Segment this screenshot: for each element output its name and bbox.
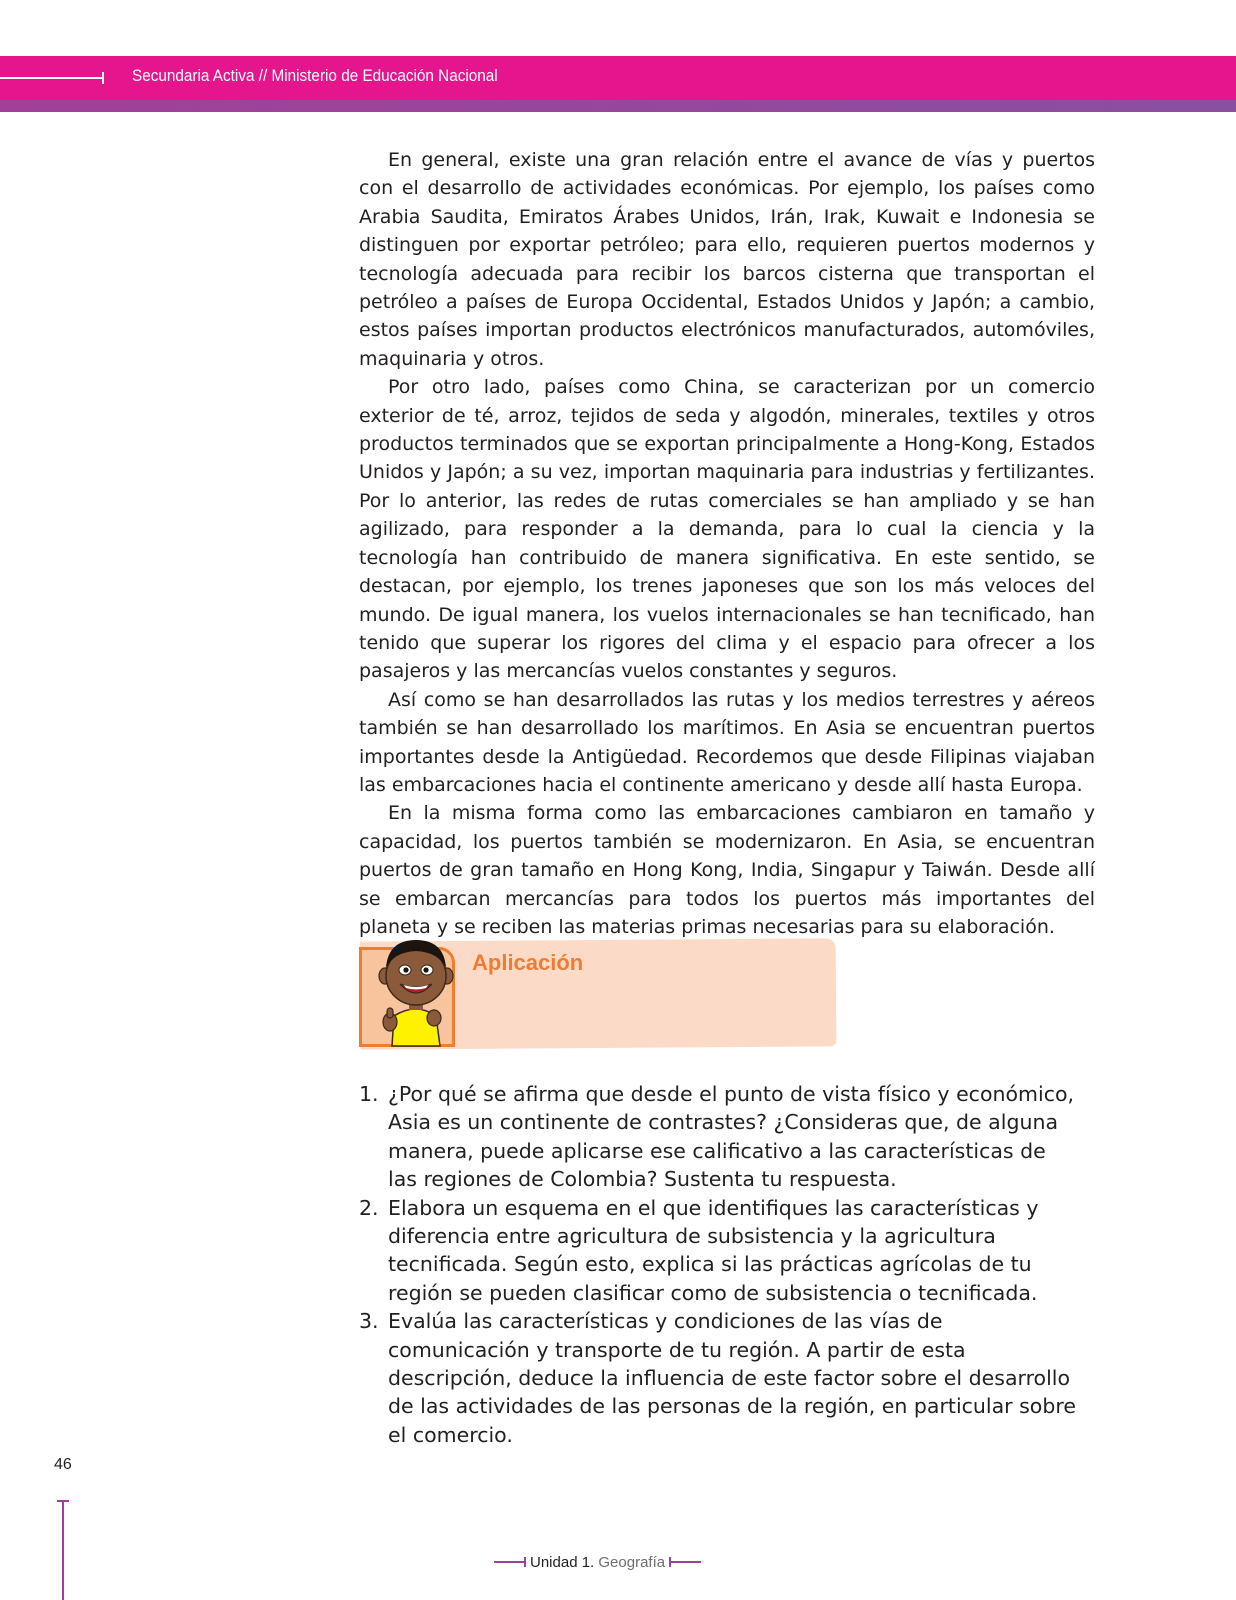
page-number: 46 — [54, 1456, 72, 1473]
question-number: 3. — [359, 1309, 379, 1334]
footer-unit: Unidad 1. — [530, 1553, 595, 1571]
list-item — [359, 1307, 1079, 1449]
header-rule-tick — [102, 72, 104, 84]
question-list — [359, 1080, 1079, 1449]
header-rule — [0, 77, 104, 79]
question-text: Elabora un esquema en el que identifiques las características y diferencia entre agricultura de subsistencia y la agricultura tecnificada. Según esto, explica si las prácticas agrícolas de tu región se pueden clasificar como de subsistencia o tecnificada. — [388, 1195, 1039, 1305]
body-text — [359, 146, 1095, 941]
question-number: 1. — [359, 1082, 379, 1106]
footer-rule-right — [669, 1561, 701, 1563]
paragraph: En general, existe una gran relación entre el avance de vías y puertos con el desarrollo de actividades económicas. Por ejemplo, los países como Arabia Saudita, Emiratos Árabes Unidos, Irán, Irak, Kuwait e Indonesia se distinguen por exportar petróleo; para ello, requieren puertos modernos y tecnología adecuada para recibir los barcos cisterna que transportan el petróleo a países de Europa Occidental, Estados Unidos y Japón; a cambio, estos países importan productos electrónicos manufacturados, automóviles, maquinaria y otros. — [359, 149, 1095, 370]
question-number: 2. — [359, 1195, 379, 1220]
paragraph: Por otro lado, países como China, se caracterizan por un comercio exterior de té, arroz, tejidos de seda y algodón, minerales, textiles y otros productos terminados que se exportan principalmente a Hong-Kong, Estados Unidos y Japón; a su vez, importan maquinaria para industrias y fertilizantes. Por lo anterior, las redes de rutas comerciales se han ampliado y se han agilizado, para responder a la demanda, para lo cual la ciencia y la tecnología han contribuido de manera significativa. En este sentido, se destacan, por ejemplo, los trenes japoneses que son los más veloces del mundo. De igual manera, los vuelos internacionales se han tecnificado, han tenido que superar los rigores del clima y el espacio para ofrecer a los pasajeros y las mercancías vuelos constantes y seguros. — [359, 376, 1095, 683]
list-item — [359, 1194, 1079, 1308]
student-thumbs-up-icon — [376, 936, 456, 1052]
question-text: Evalúa las características y condiciones de las vías de comunicación y transporte de tu región. A partir de esta descripción, deduce la influencia de este factor sobre el desarrollo de las actividades de las personas de la región, en particular sobre el comercio. — [388, 1309, 1076, 1447]
list-item — [359, 1080, 1079, 1194]
paragraph: Así como se han desarrollados las rutas y los medios terrestres y aéreos también se han desarrollado los marítimos. En Asia se encuentran puertos importantes desde la Antigüedad. Recordemos que desde Filipinas viajaban las embarcaciones hacia el continente americano y desde allí hasta Europa. — [359, 688, 1095, 796]
footer-unit-label — [494, 1551, 701, 1573]
margin-rule — [62, 1500, 64, 1600]
paragraph: En la misma forma como las embarcaciones cambiaron en tamaño y capacidad, los puertos también se modernizaron. En Asia, se encuentran puertos de gran tamaño en Hong Kong, India, Singapur y Taiwán. Desde allí se embarcan mercancías para todos los puertos más importantes del planeta y se reciben las materias primas necesarias para su elaboración. — [359, 802, 1095, 938]
footer-rule-left — [494, 1561, 526, 1563]
question-text: ¿Por qué se afirma que desde el punto de vista físico y económico, Asia es un continente de contrastes? ¿Consideras que, de alguna manera, puede aplicarse ese calificativo a las características de las regiones de Colombia? Sustenta tu respuesta. — [388, 1082, 1075, 1192]
margin-rule-tick — [57, 1500, 69, 1502]
application-title: Aplicación — [472, 950, 584, 975]
footer-subject: Geografía — [598, 1553, 666, 1571]
header-stripe — [0, 100, 1236, 112]
header-title: Secundaria Activa // Ministerio de Educación Nacional — [132, 66, 498, 85]
